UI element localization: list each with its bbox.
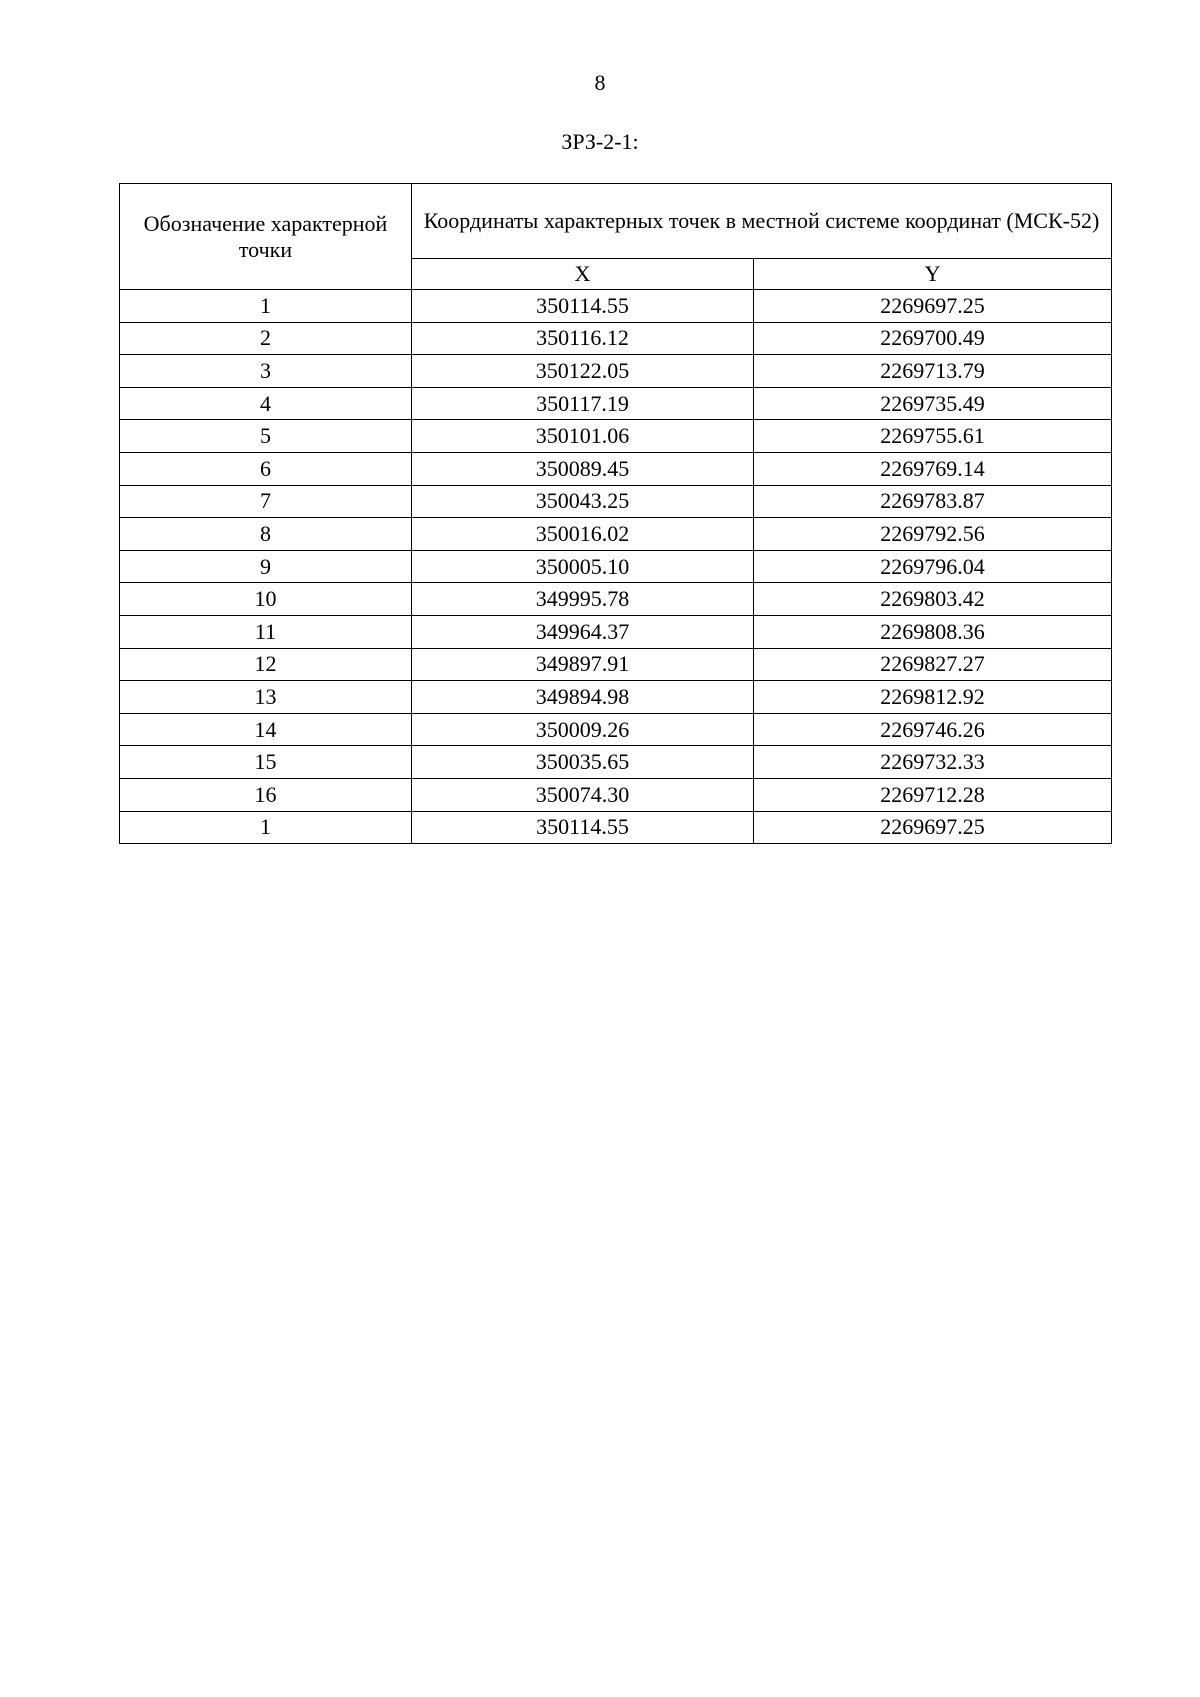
table-row (120, 778, 1112, 811)
cell-x: 350074.30 (412, 778, 754, 811)
cell-x: 350043.25 (412, 485, 754, 518)
cell-point: 1 (120, 811, 412, 844)
cell-point: 7 (120, 485, 412, 518)
cell-y: 2269796.04 (754, 550, 1112, 583)
cell-x: 349897.91 (412, 648, 754, 681)
cell-x: 350089.45 (412, 452, 754, 485)
table-header (120, 184, 1112, 290)
zone-title: ЗРЗ-2-1: (561, 129, 639, 154)
cell-point: 3 (120, 355, 412, 388)
cell-y: 2269732.33 (754, 746, 1112, 779)
cell-x: 350035.65 (412, 746, 754, 779)
cell-y: 2269803.42 (754, 583, 1112, 616)
cell-x: 350122.05 (412, 355, 754, 388)
cell-x: 349894.98 (412, 681, 754, 714)
cell-point: 2 (120, 322, 412, 355)
header-point-designation: Обозначение характерной точки (120, 184, 412, 290)
cell-point: 8 (120, 518, 412, 551)
cell-y: 2269792.56 (754, 518, 1112, 551)
page-number: 8 (594, 70, 606, 95)
cell-y: 2269735.49 (754, 387, 1112, 420)
table-row (120, 713, 1112, 746)
table-row (120, 485, 1112, 518)
table-row (120, 518, 1112, 551)
table-row (120, 811, 1112, 844)
cell-y: 2269697.25 (754, 811, 1112, 844)
table-row (120, 290, 1112, 323)
table-row (120, 550, 1112, 583)
cell-y: 2269783.87 (754, 485, 1112, 518)
cell-point: 15 (120, 746, 412, 779)
cell-point: 4 (120, 387, 412, 420)
coordinates-table (119, 183, 1112, 844)
cell-y: 2269755.61 (754, 420, 1112, 453)
cell-point: 5 (120, 420, 412, 453)
cell-y: 2269713.79 (754, 355, 1112, 388)
table-row (120, 746, 1112, 779)
table-body (120, 290, 1112, 844)
cell-x: 350016.02 (412, 518, 754, 551)
cell-point: 6 (120, 452, 412, 485)
cell-y: 2269769.14 (754, 452, 1112, 485)
table-row (120, 322, 1112, 355)
cell-point: 10 (120, 583, 412, 616)
cell-x: 350117.19 (412, 387, 754, 420)
table-row (120, 387, 1112, 420)
cell-y: 2269746.26 (754, 713, 1112, 746)
table-row (120, 583, 1112, 616)
cell-y: 2269808.36 (754, 615, 1112, 648)
cell-point: 14 (120, 713, 412, 746)
cell-x: 349964.37 (412, 615, 754, 648)
table-row (120, 355, 1112, 388)
cell-x: 350114.55 (412, 811, 754, 844)
table-row (120, 452, 1112, 485)
cell-point: 13 (120, 681, 412, 714)
cell-point: 1 (120, 290, 412, 323)
cell-y: 2269697.25 (754, 290, 1112, 323)
cell-x: 350114.55 (412, 290, 754, 323)
table-row (120, 681, 1112, 714)
cell-x: 350005.10 (412, 550, 754, 583)
cell-y: 2269712.28 (754, 778, 1112, 811)
table-row (120, 648, 1112, 681)
cell-y: 2269827.27 (754, 648, 1112, 681)
cell-x: 350009.26 (412, 713, 754, 746)
cell-y: 2269700.49 (754, 322, 1112, 355)
cell-x: 350101.06 (412, 420, 754, 453)
cell-point: 9 (120, 550, 412, 583)
header-coordinates: Координаты характерных точек в местной системе координат (МСК-52) (412, 184, 1112, 259)
cell-point: 16 (120, 778, 412, 811)
cell-point: 11 (120, 615, 412, 648)
cell-x: 349995.78 (412, 583, 754, 616)
cell-point: 12 (120, 648, 412, 681)
header-x: X (412, 258, 754, 289)
cell-x: 350116.12 (412, 322, 754, 355)
header-y: Y (754, 258, 1112, 289)
header-row-main (120, 184, 1112, 259)
table-row (120, 615, 1112, 648)
table-row (120, 420, 1112, 453)
cell-y: 2269812.92 (754, 681, 1112, 714)
